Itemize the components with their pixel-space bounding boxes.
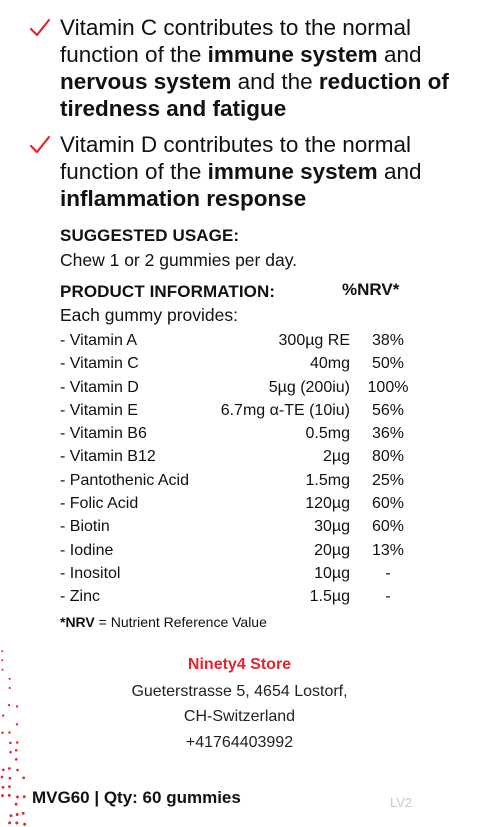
claim-vitamin-c — [28, 14, 468, 122]
nrv-note — [60, 614, 267, 630]
claim-emphasis: reduction of tiredness and fatigue — [60, 69, 449, 121]
nutrient-row — [60, 493, 420, 516]
nutrient-nrv: 100% — [367, 378, 409, 396]
decorative-dot — [16, 769, 19, 772]
nutrient-name: - Vitamin D — [60, 378, 139, 396]
claim-segment: Vitamin C contributes to the normal function of the — [60, 15, 412, 67]
claim-emphasis: immune system — [207, 159, 378, 184]
decorative-dot — [8, 821, 11, 824]
nutrient-amount: 30µg — [314, 518, 350, 536]
claim-vitamin-d — [28, 131, 468, 212]
claim-text — [60, 14, 468, 122]
decorative-dot — [9, 678, 11, 680]
nutrient-nrv: 13% — [371, 541, 405, 559]
nutrient-name: - Folic Acid — [60, 495, 139, 513]
nutrient-nrv: 80% — [371, 448, 405, 466]
decorative-dot — [15, 822, 18, 825]
decorative-dot — [16, 813, 19, 816]
nutrient-amount: 300µg RE — [278, 332, 350, 349]
provides-text: Each gummy provides: — [60, 305, 238, 325]
decorative-dot — [10, 814, 13, 817]
nutrient-name: - Inositol — [60, 564, 121, 582]
claim-emphasis: inflammation response — [60, 186, 307, 211]
decorative-dot — [9, 751, 12, 754]
store-address-line2: CH-Switzerland — [183, 708, 296, 725]
nutrient-amount: 1.5mg — [305, 471, 350, 489]
decorative-dot — [16, 796, 19, 799]
decorative-dot — [22, 812, 25, 815]
claim-emphasis: immune system — [207, 42, 378, 67]
nutrient-row — [60, 470, 420, 493]
decorative-dot — [2, 786, 5, 789]
claim-text — [60, 131, 468, 212]
nutrient-name: - Vitamin C — [60, 355, 139, 373]
decorative-dot — [1, 794, 4, 797]
nutrient-row — [60, 377, 420, 400]
nutrient-name: - Biotin — [60, 518, 110, 536]
product-info-title: PRODUCT INFORMATION: — [60, 282, 276, 301]
decorative-dot — [8, 704, 10, 706]
store-phone: +41764403992 — [185, 734, 294, 751]
nutrient-row — [60, 400, 420, 423]
nutrient-row — [60, 446, 420, 469]
claim-segment: and the — [231, 69, 319, 94]
nrv-header: %NRV* — [342, 280, 400, 299]
claim-segment: Vitamin D contributes to the normal function of the — [60, 132, 412, 184]
nutrient-name: - Vitamin E — [60, 401, 138, 419]
checkmark-icon — [28, 16, 52, 40]
nutrient-amount: 5µg (200iu) — [268, 378, 350, 396]
nutrient-amount: 1.5µg — [309, 588, 350, 606]
nutrient-row — [60, 540, 420, 563]
nutrient-amount: 0.5mg — [305, 425, 350, 443]
decorative-dot — [1, 776, 4, 779]
nrv-note-text: = Nutrient Reference Value — [94, 614, 267, 630]
decorative-dot — [15, 803, 18, 806]
decorative-dot — [9, 777, 12, 780]
decorative-dot — [22, 777, 25, 780]
decorative-dot — [1, 659, 3, 661]
decorative-dot — [8, 731, 10, 733]
nutrient-nrv: 25% — [371, 471, 405, 489]
decorative-dot — [8, 785, 11, 788]
decorative-dot — [9, 687, 11, 689]
nutrient-name: - Iodine — [60, 541, 114, 559]
nutrient-amount: 40mg — [309, 355, 350, 373]
decorative-dot — [2, 714, 4, 716]
nutrient-name: - Zinc — [60, 588, 100, 606]
decorative-dot-pattern — [0, 555, 30, 827]
decorative-dot — [8, 794, 11, 797]
version-label: LV2 — [390, 795, 413, 810]
nutrient-table — [60, 330, 420, 610]
nutrient-row — [60, 516, 420, 539]
decorative-dot — [1, 732, 3, 734]
sku-label: MVG60 | Qty: 60 gummies — [32, 788, 241, 807]
nrv-note-label: *NRV — [60, 614, 95, 630]
nutrient-row — [60, 330, 420, 353]
nutrient-row — [60, 563, 420, 586]
nutrient-nrv: - — [385, 564, 391, 582]
decorative-dot — [16, 705, 18, 707]
claim-segment: and — [377, 42, 422, 67]
nutrient-row — [60, 586, 420, 609]
decorative-dot — [23, 823, 26, 826]
decorative-dot — [15, 758, 18, 761]
nutrient-amount: 120µg — [305, 495, 350, 513]
nutrient-name: - Pantothenic Acid — [60, 471, 189, 489]
nutrient-nrv: - — [385, 588, 391, 606]
decorative-dot — [9, 742, 12, 745]
decorative-dot — [2, 669, 4, 671]
nutrient-nrv: 60% — [371, 518, 405, 536]
usage-title: SUGGESTED USAGE: — [60, 226, 240, 245]
nutrient-nrv: 56% — [371, 401, 405, 419]
nutrient-nrv: 50% — [371, 355, 405, 373]
nutrient-amount: 2µg — [322, 448, 350, 466]
nutrient-name: - Vitamin A — [60, 332, 138, 349]
nutrient-row — [60, 423, 420, 446]
nutrient-amount: 10µg — [314, 564, 350, 582]
decorative-dot — [16, 723, 18, 725]
checkmark-icon — [28, 133, 52, 157]
nutrient-name: - Vitamin B12 — [60, 448, 156, 466]
nutrient-nrv: 38% — [371, 332, 405, 349]
usage-text: Chew 1 or 2 gummies per day. — [60, 250, 298, 270]
nutrient-nrv: 36% — [371, 425, 405, 443]
claim-segment: and — [377, 159, 422, 184]
nutrient-amount: 6.7mg α-TE (10iu) — [220, 401, 350, 419]
nutrient-nrv: 60% — [371, 495, 405, 513]
decorative-dot — [8, 767, 11, 770]
nutrient-amount: 20µg — [314, 541, 350, 559]
decorative-dot — [1, 650, 3, 652]
store-address-line1: Gueterstrasse 5, 4654 Lostorf, — [131, 683, 348, 700]
decorative-dot — [23, 795, 26, 798]
decorative-dot — [16, 741, 19, 744]
store-name: Ninety4 Store — [187, 656, 292, 673]
decorative-dot — [15, 749, 18, 752]
nutrient-name: - Vitamin B6 — [60, 425, 147, 443]
claim-emphasis: nervous system — [60, 69, 232, 94]
decorative-dot — [2, 768, 5, 771]
nutrient-row — [60, 353, 420, 376]
